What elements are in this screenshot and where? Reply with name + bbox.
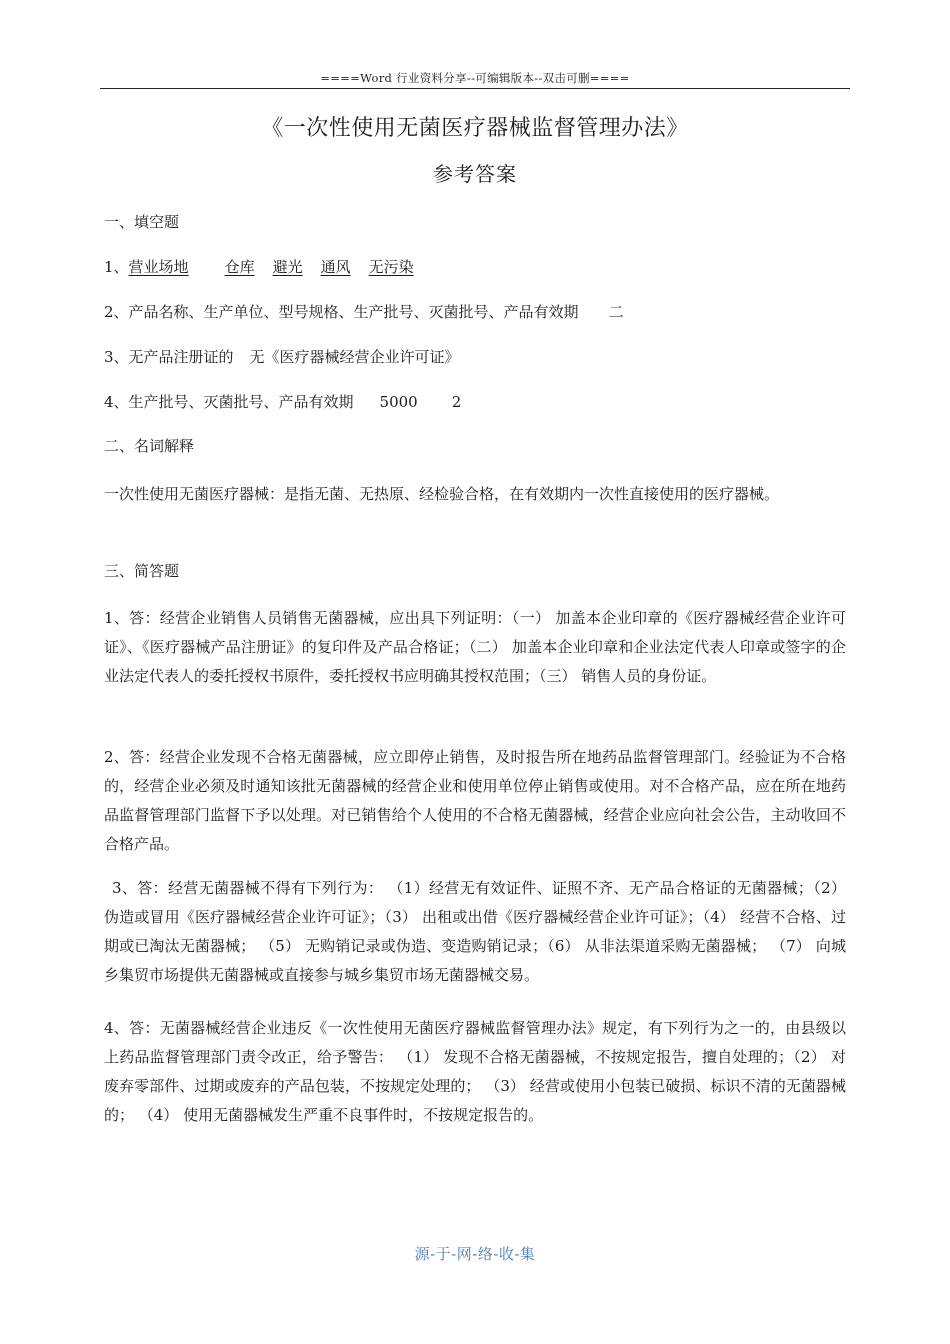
answer-blank-a: 营业场地 — [128, 258, 189, 276]
header-banner: ====Word 行业资料分享--可编辑版本--双击可删==== — [320, 71, 630, 85]
section-heading-definitions: 二、名词解释 — [104, 437, 195, 455]
short-answer-1: 1、答：经营企业销售人员销售无菌器械，应出具下列证明：（一） 加盖本企业印章的《医疗器械经营企业许可证》、《医疗器械产品注册证》的复印件及产品合格证；（二） 加盖本企业印章和企业法定代表人印章或签字的企业法定代表人的委托授权书原件，委托授权书应明确其授权范围；（三） 销售人员的身份证。 — [104, 609, 846, 685]
short-answer-2: 2、答：经营企业发现不合格无菌器械，应立即停止销售，及时报告所在地药品监督管理部门。经验证为不合格的，经营企业必须及时通知该批无菌器械的经营企业和使用单位停止销售或使用。对不合格产品，应在所在地药品监督管理部门监督下予以处理。对已销售给个人使用的不合格无菌器械，经营企业应向社会公告，主动收回不合格产品。 — [104, 748, 846, 853]
answer-tail: 二 — [608, 303, 624, 321]
section-heading-fill-in: 一、填空题 — [104, 213, 180, 231]
fill-in-answer-2 — [104, 301, 850, 322]
answer-tail: 无《医疗器械经营企业许可证》 — [249, 348, 460, 366]
definition-paragraph: 一次性使用无菌医疗器械：是指无菌、无热原、经检验合格，在有效期内一次性直接使用的医疗器械。 — [104, 485, 780, 503]
answer-blank-e: 无污染 — [368, 258, 414, 276]
answer-value-1: 5000 — [379, 393, 418, 411]
header-rule — [100, 88, 850, 89]
answer-blank-c: 避光 — [272, 258, 303, 276]
answer-value-2: 2 — [451, 393, 462, 411]
answer-text: 2、产品名称、生产单位、型号规格、生产批号、灭菌批号、产品有效期 — [104, 303, 579, 321]
fill-in-answer-3 — [104, 346, 850, 367]
fill-in-answer-1 — [104, 256, 850, 277]
answer-number: 1、 — [104, 258, 129, 276]
answer-blank-b: 仓库 — [224, 258, 255, 276]
answer-blank-d: 通风 — [320, 258, 351, 276]
short-answer-3: 3、答：经营无菌器械不得有下列行为： （1）经营无有效证件、证照不齐、无产品合格证的无菌器械；（2） 伪造或冒用《医疗器械经营企业许可证》；（3） 出租或出借《医疗器械经营企业许可证》；（4） 经营不合格、过期或已淘汰无菌器械； （5） 无购销记录或伪造、变造购销记录；（6） 从非法渠道采购无菌器械； （7） 向城乡集贸市场提供无菌器械或直接参与城乡集贸市场无菌器械交易。 — [104, 879, 846, 984]
answer-text: 4、生产批号、灭菌批号、产品有效期 — [104, 393, 354, 411]
fill-in-answer-4 — [104, 391, 850, 412]
footer-source-note: 源-于-网-络-收-集 — [414, 1245, 536, 1263]
document-subtitle: 参考答案 — [433, 162, 517, 186]
answer-text: 3、无产品注册证的 — [104, 348, 234, 366]
document-title: 《一次性使用无菌医疗器械监督管理办法》 — [261, 116, 689, 141]
section-heading-short-answers: 三、简答题 — [104, 562, 180, 580]
short-answer-4: 4、答：无菌器械经营企业违反《一次性使用无菌医疗器械监督管理办法》规定，有下列行为之一的，由县级以上药品监督管理部门责令改正，给予警告： （1） 发现不合格无菌器械，不按规定报告，擅自处理的；（2） 对废弃零部件、过期或废弃的产品包装，不按规定处理的； （3） 经营或使用小包装已破损、标识不清的无菌器械的； （4） 使用无菌器械发生严重不良事件时，不按规定报告的。 — [104, 1019, 846, 1124]
